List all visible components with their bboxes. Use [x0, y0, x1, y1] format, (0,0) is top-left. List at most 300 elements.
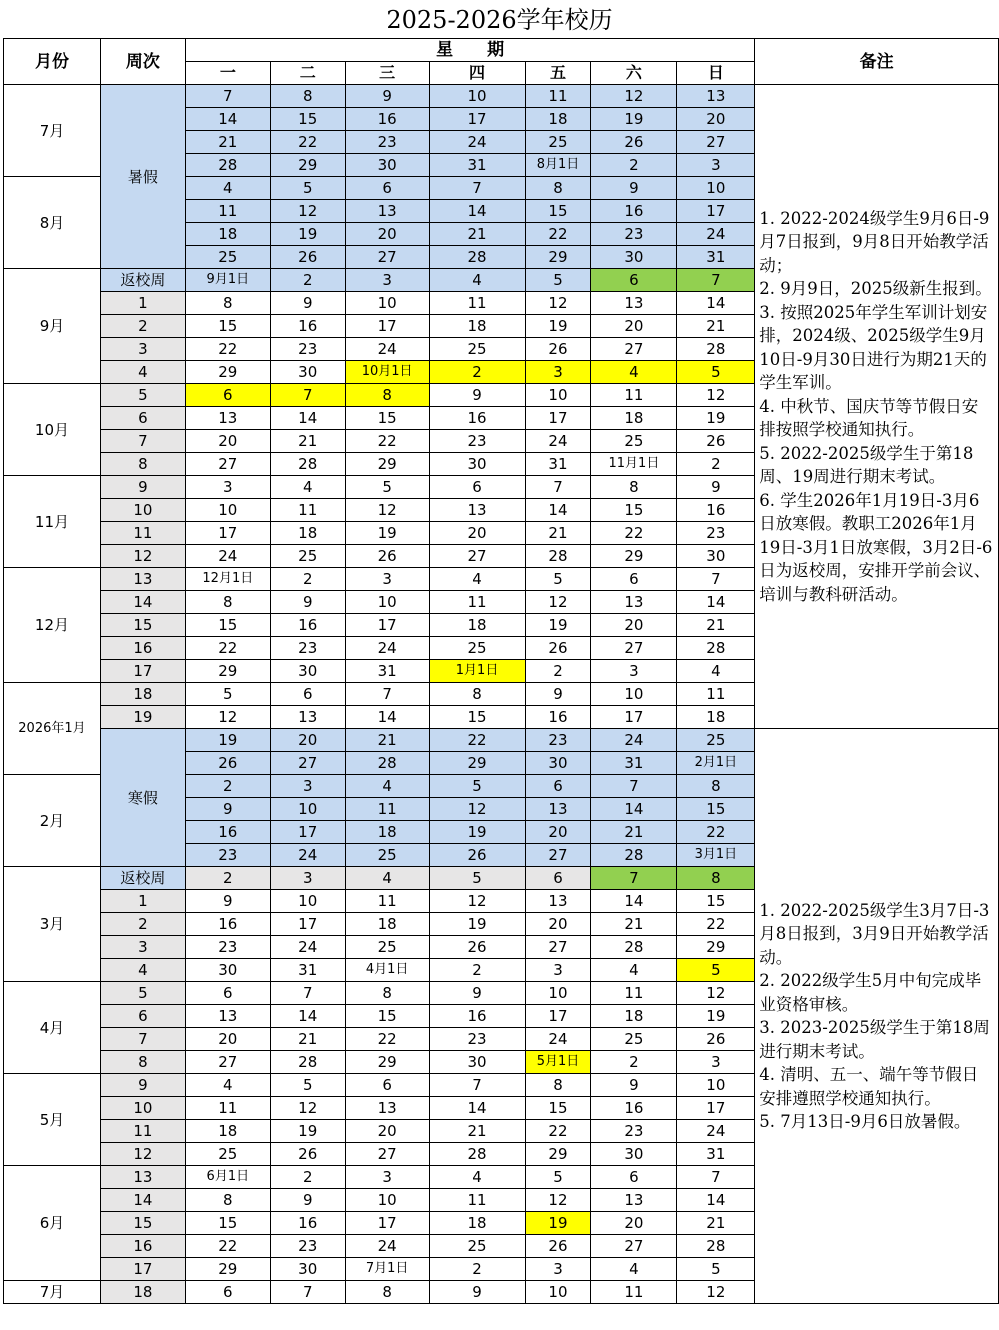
remark-line: 2. 2022级学生5月中旬完成毕业资格审核。	[759, 971, 982, 1014]
day-cell: 30	[525, 752, 591, 775]
day-cell: 11	[185, 200, 270, 223]
day-cell: 4	[591, 361, 677, 384]
day-cell: 26	[185, 752, 270, 775]
day-cell: 11	[677, 683, 755, 706]
day-cell: 19	[525, 1212, 591, 1235]
day-cell: 20	[591, 1212, 677, 1235]
day-cell: 17	[345, 315, 429, 338]
day-cell: 7	[677, 1166, 755, 1189]
day-cell: 19	[677, 407, 755, 430]
day-cell: 10	[270, 890, 345, 913]
day-cell: 20	[429, 522, 525, 545]
day-cell: 11	[429, 1189, 525, 1212]
day-cell: 13	[677, 85, 755, 108]
day-cell: 14	[270, 407, 345, 430]
day-cell: 8	[185, 591, 270, 614]
day-cell: 3	[345, 568, 429, 591]
week-number: 16	[100, 1235, 185, 1258]
day-cell: 8	[677, 867, 755, 890]
day-cell: 12	[591, 85, 677, 108]
day-cell: 17	[270, 821, 345, 844]
day-cell: 12	[429, 798, 525, 821]
day-cell: 10	[270, 798, 345, 821]
week-number: 5	[100, 982, 185, 1005]
week-number: 7	[100, 430, 185, 453]
day-cell: 17	[345, 1212, 429, 1235]
day-cell: 8	[345, 384, 429, 407]
day-cell: 3	[525, 1258, 591, 1281]
day-cell: 31	[677, 246, 755, 269]
week-number: 1	[100, 890, 185, 913]
day-cell: 3	[677, 154, 755, 177]
week-number: 9	[100, 476, 185, 499]
day-cell: 9	[270, 292, 345, 315]
day-cell: 17	[429, 108, 525, 131]
day-cell: 11月1日	[591, 453, 677, 476]
day-cell: 19	[525, 614, 591, 637]
day-cell: 10	[345, 1189, 429, 1212]
day-cell: 17	[677, 1097, 755, 1120]
day-cell: 19	[591, 108, 677, 131]
day-cell: 25	[429, 1235, 525, 1258]
day-cell: 9	[525, 683, 591, 706]
day-cell: 23	[270, 637, 345, 660]
day-cell: 16	[591, 200, 677, 223]
day-cell: 26	[525, 338, 591, 361]
day-cell: 29	[185, 1258, 270, 1281]
day-cell: 11	[429, 292, 525, 315]
day-cell: 5	[677, 361, 755, 384]
day-cell: 26	[270, 246, 345, 269]
week-number: 19	[100, 706, 185, 729]
day-cell: 14	[677, 1189, 755, 1212]
day-cell: 14	[429, 200, 525, 223]
day-cell: 27	[525, 936, 591, 959]
day-cell: 3	[525, 959, 591, 982]
day-cell: 31	[270, 959, 345, 982]
day-cell: 10	[525, 384, 591, 407]
day-cell: 26	[270, 1143, 345, 1166]
day-cell: 29	[591, 545, 677, 568]
day-cell: 13	[185, 407, 270, 430]
day-cell: 28	[429, 1143, 525, 1166]
day-cell: 13	[591, 591, 677, 614]
remark-line: 1. 2022-2025级学生3月7日-3月8日报到，3月9日开始教学活动。	[759, 900, 990, 967]
day-cell: 11	[591, 982, 677, 1005]
day-cell: 3	[345, 1166, 429, 1189]
day-cell: 5	[270, 1074, 345, 1097]
day-cell: 23	[591, 223, 677, 246]
day-cell: 19	[677, 1005, 755, 1028]
day-cell: 10月1日	[345, 361, 429, 384]
weekday-tue: 二	[270, 62, 345, 85]
day-cell: 19	[185, 729, 270, 752]
remarks-cell	[755, 729, 999, 1304]
day-cell: 29	[185, 361, 270, 384]
day-cell: 15	[345, 407, 429, 430]
day-cell: 2	[185, 775, 270, 798]
day-cell: 13	[591, 1189, 677, 1212]
vacation-label: 暑假	[100, 85, 185, 269]
remarks-header: 备注	[755, 39, 999, 85]
day-cell: 3	[525, 361, 591, 384]
day-cell: 14	[591, 798, 677, 821]
day-cell: 23	[677, 522, 755, 545]
day-cell: 6	[525, 775, 591, 798]
day-cell: 26	[591, 131, 677, 154]
day-cell: 6	[270, 683, 345, 706]
day-cell: 3	[591, 660, 677, 683]
day-cell: 21	[270, 430, 345, 453]
day-cell: 21	[429, 223, 525, 246]
day-cell: 23	[270, 338, 345, 361]
week-number: 4	[100, 361, 185, 384]
day-cell: 21	[345, 729, 429, 752]
day-cell: 30	[591, 1143, 677, 1166]
day-cell: 6	[345, 1074, 429, 1097]
day-cell: 11	[591, 1281, 677, 1304]
day-cell: 16	[677, 499, 755, 522]
week-number: 17	[100, 660, 185, 683]
day-cell: 4	[429, 269, 525, 292]
day-cell: 27	[185, 1051, 270, 1074]
day-cell: 21	[677, 315, 755, 338]
day-cell: 11	[525, 85, 591, 108]
day-cell: 14	[591, 890, 677, 913]
day-cell: 22	[525, 223, 591, 246]
day-cell: 5	[677, 959, 755, 982]
day-cell: 23	[429, 1028, 525, 1051]
day-cell: 9	[677, 476, 755, 499]
day-cell: 27	[345, 1143, 429, 1166]
day-cell: 5	[525, 568, 591, 591]
week-number: 12	[100, 545, 185, 568]
day-cell: 6	[185, 1281, 270, 1304]
remark-line: 4. 清明、五一、端午等节假日安排遵照学校通知执行。	[759, 1065, 979, 1108]
day-cell: 11	[345, 798, 429, 821]
day-cell: 28	[677, 1235, 755, 1258]
day-cell: 20	[677, 108, 755, 131]
day-cell: 25	[270, 545, 345, 568]
day-cell: 4	[185, 177, 270, 200]
week-number: 返校周	[100, 867, 185, 890]
remark-line: 3. 按照2025年学生军训计划安排，2024级、2025级学生9月10日-9月30日进行为期21天的学生军训。	[759, 302, 988, 393]
day-cell: 4	[185, 1074, 270, 1097]
day-cell: 27	[677, 131, 755, 154]
week-number: 返校周	[100, 269, 185, 292]
day-cell: 10	[345, 591, 429, 614]
day-cell: 21	[591, 913, 677, 936]
day-cell: 30	[185, 959, 270, 982]
day-cell: 8	[525, 177, 591, 200]
day-cell: 18	[525, 108, 591, 131]
day-cell: 21	[185, 131, 270, 154]
day-cell: 8	[677, 775, 755, 798]
day-cell: 5	[429, 867, 525, 890]
day-cell: 12	[429, 890, 525, 913]
day-cell: 20	[525, 913, 591, 936]
week-number: 4	[100, 959, 185, 982]
week-number: 8	[100, 1051, 185, 1074]
day-cell: 14	[677, 591, 755, 614]
day-cell: 2	[429, 361, 525, 384]
day-cell: 12月1日	[185, 568, 270, 591]
week-number: 3	[100, 936, 185, 959]
day-cell: 9	[270, 1189, 345, 1212]
day-cell: 12	[185, 706, 270, 729]
month-label: 3月	[4, 867, 101, 982]
day-cell: 17	[270, 913, 345, 936]
week-number: 15	[100, 614, 185, 637]
week-number: 16	[100, 637, 185, 660]
remark-line: 5. 7月13日-9月6日放暑假。	[759, 1112, 971, 1131]
day-cell: 25	[429, 637, 525, 660]
day-cell: 9	[270, 591, 345, 614]
day-cell: 24	[345, 637, 429, 660]
day-cell: 23	[345, 131, 429, 154]
day-cell: 18	[429, 614, 525, 637]
day-cell: 17	[345, 614, 429, 637]
day-cell: 29	[429, 752, 525, 775]
day-cell: 23	[429, 430, 525, 453]
day-cell: 27	[345, 246, 429, 269]
day-cell: 12	[525, 1189, 591, 1212]
day-cell: 13	[345, 1097, 429, 1120]
day-cell: 13	[270, 706, 345, 729]
day-cell: 24	[525, 430, 591, 453]
day-cell: 2	[429, 959, 525, 982]
day-cell: 2	[591, 154, 677, 177]
day-cell: 7	[591, 775, 677, 798]
day-cell: 10	[185, 499, 270, 522]
day-cell: 15	[345, 1005, 429, 1028]
month-label: 6月	[4, 1166, 101, 1281]
day-cell: 27	[591, 637, 677, 660]
day-cell: 25	[345, 844, 429, 867]
month-label: 7月	[4, 85, 101, 177]
day-cell: 16	[429, 407, 525, 430]
day-cell: 2	[270, 1166, 345, 1189]
week-number: 18	[100, 1281, 185, 1304]
remark-line: 4. 中秋节、国庆节等节假日安排按照学校通知执行。	[759, 396, 979, 440]
day-cell: 7	[429, 1074, 525, 1097]
day-cell: 12	[525, 292, 591, 315]
day-cell: 24	[591, 729, 677, 752]
day-cell: 17	[677, 200, 755, 223]
day-cell: 15	[185, 315, 270, 338]
day-cell: 13	[185, 1005, 270, 1028]
day-cell: 13	[345, 200, 429, 223]
day-cell: 8	[591, 476, 677, 499]
calendar-body	[4, 85, 999, 1304]
day-cell: 15	[429, 706, 525, 729]
day-cell: 5月1日	[525, 1051, 591, 1074]
day-cell: 30	[591, 246, 677, 269]
day-cell: 6	[591, 568, 677, 591]
day-cell: 9	[185, 890, 270, 913]
day-cell: 19	[270, 1120, 345, 1143]
week-number: 1	[100, 292, 185, 315]
day-cell: 21	[591, 821, 677, 844]
day-cell: 31	[525, 453, 591, 476]
day-cell: 10	[677, 177, 755, 200]
day-cell: 18	[185, 1120, 270, 1143]
day-cell: 20	[345, 223, 429, 246]
day-cell: 30	[345, 154, 429, 177]
day-cell: 29	[525, 1143, 591, 1166]
day-cell: 21	[429, 1120, 525, 1143]
day-cell: 7	[270, 982, 345, 1005]
weekday-sat: 六	[591, 62, 677, 85]
day-cell: 10	[677, 1074, 755, 1097]
week-number: 14	[100, 591, 185, 614]
day-cell: 3	[270, 867, 345, 890]
day-cell: 16	[185, 913, 270, 936]
day-cell: 7	[525, 476, 591, 499]
day-cell: 18	[429, 1212, 525, 1235]
day-cell: 31	[429, 154, 525, 177]
day-cell: 8	[525, 1074, 591, 1097]
day-cell: 4	[345, 867, 429, 890]
day-cell: 3	[677, 1051, 755, 1074]
remark-line: 1. 2022-2024级学生9月6日-9月7日报到，9月8日开始教学活动；	[759, 208, 990, 275]
day-cell: 9	[345, 85, 429, 108]
day-cell: 26	[429, 936, 525, 959]
day-cell: 19	[525, 315, 591, 338]
day-cell: 9	[591, 1074, 677, 1097]
day-cell: 9	[591, 177, 677, 200]
day-cell: 19	[345, 522, 429, 545]
day-cell: 28	[591, 936, 677, 959]
day-cell: 9	[185, 798, 270, 821]
week-number: 17	[100, 1258, 185, 1281]
day-cell: 25	[185, 1143, 270, 1166]
day-cell: 24	[429, 131, 525, 154]
day-cell: 22	[525, 1120, 591, 1143]
weekday-thu: 四	[429, 62, 525, 85]
month-label: 11月	[4, 476, 101, 568]
day-cell: 5	[185, 683, 270, 706]
day-cell: 10	[345, 292, 429, 315]
day-cell: 25	[591, 1028, 677, 1051]
day-cell: 27	[591, 1235, 677, 1258]
day-cell: 30	[270, 660, 345, 683]
day-cell: 23	[270, 1235, 345, 1258]
day-cell: 11	[270, 499, 345, 522]
day-cell: 28	[677, 637, 755, 660]
day-cell: 13	[525, 890, 591, 913]
day-cell: 5	[345, 476, 429, 499]
month-label: 8月	[4, 177, 101, 269]
day-cell: 7	[270, 384, 345, 407]
day-cell: 1月1日	[429, 660, 525, 683]
day-cell: 31	[345, 660, 429, 683]
week-number: 9	[100, 1074, 185, 1097]
day-cell: 5	[429, 775, 525, 798]
day-cell: 24	[270, 936, 345, 959]
week-number: 14	[100, 1189, 185, 1212]
day-cell: 17	[525, 407, 591, 430]
day-cell: 29	[185, 660, 270, 683]
day-cell: 2	[591, 1051, 677, 1074]
day-cell: 24	[525, 1028, 591, 1051]
vacation-label: 寒假	[100, 729, 185, 867]
day-cell: 2	[525, 660, 591, 683]
day-cell: 29	[345, 1051, 429, 1074]
day-cell: 24	[677, 1120, 755, 1143]
day-cell: 30	[677, 545, 755, 568]
day-cell: 12	[677, 982, 755, 1005]
week-number: 11	[100, 522, 185, 545]
day-cell: 20	[525, 821, 591, 844]
day-cell: 25	[345, 936, 429, 959]
day-cell: 30	[270, 1258, 345, 1281]
day-cell: 25	[525, 131, 591, 154]
day-cell: 10	[429, 85, 525, 108]
day-cell: 3	[270, 775, 345, 798]
day-cell: 2	[677, 453, 755, 476]
day-cell: 22	[345, 430, 429, 453]
day-cell: 2	[185, 867, 270, 890]
day-cell: 13	[429, 499, 525, 522]
day-cell: 16	[270, 315, 345, 338]
day-cell: 2	[270, 269, 345, 292]
day-cell: 28	[525, 545, 591, 568]
day-cell: 18	[270, 522, 345, 545]
day-cell: 14	[185, 108, 270, 131]
day-cell: 4月1日	[345, 959, 429, 982]
day-cell: 8月1日	[525, 154, 591, 177]
day-cell: 23	[185, 936, 270, 959]
day-cell: 4	[677, 660, 755, 683]
week-row	[4, 85, 999, 108]
day-cell: 12	[677, 1281, 755, 1304]
day-cell: 14	[345, 706, 429, 729]
day-cell: 22	[345, 1028, 429, 1051]
week-number: 15	[100, 1212, 185, 1235]
day-cell: 6	[525, 867, 591, 890]
day-cell: 11	[429, 591, 525, 614]
day-cell: 7	[591, 867, 677, 890]
day-cell: 4	[429, 568, 525, 591]
week-number: 5	[100, 384, 185, 407]
day-cell: 22	[677, 913, 755, 936]
remark-line: 6. 学生2026年1月19日-3月6日放寒假。教职工2026年1月19日-3月1日放寒假，3月2日-6日为返校周，安排开学前会议、培训与教科研活动。	[759, 490, 993, 604]
day-cell: 24	[185, 545, 270, 568]
day-cell: 16	[270, 614, 345, 637]
day-cell: 20	[185, 430, 270, 453]
day-cell: 8	[429, 683, 525, 706]
day-cell: 16	[591, 1097, 677, 1120]
day-cell: 14	[270, 1005, 345, 1028]
day-cell: 30	[429, 1051, 525, 1074]
day-cell: 9	[429, 982, 525, 1005]
day-cell: 22	[591, 522, 677, 545]
day-cell: 7	[677, 568, 755, 591]
day-cell: 4	[591, 1258, 677, 1281]
day-cell: 13	[525, 798, 591, 821]
day-cell: 3	[345, 269, 429, 292]
week-number: 7	[100, 1028, 185, 1051]
week-number: 11	[100, 1120, 185, 1143]
day-cell: 6	[591, 1166, 677, 1189]
day-cell: 21	[677, 614, 755, 637]
day-cell: 18	[345, 913, 429, 936]
day-cell: 11	[345, 890, 429, 913]
day-cell: 15	[185, 614, 270, 637]
day-cell: 4	[429, 1166, 525, 1189]
day-cell: 17	[591, 706, 677, 729]
